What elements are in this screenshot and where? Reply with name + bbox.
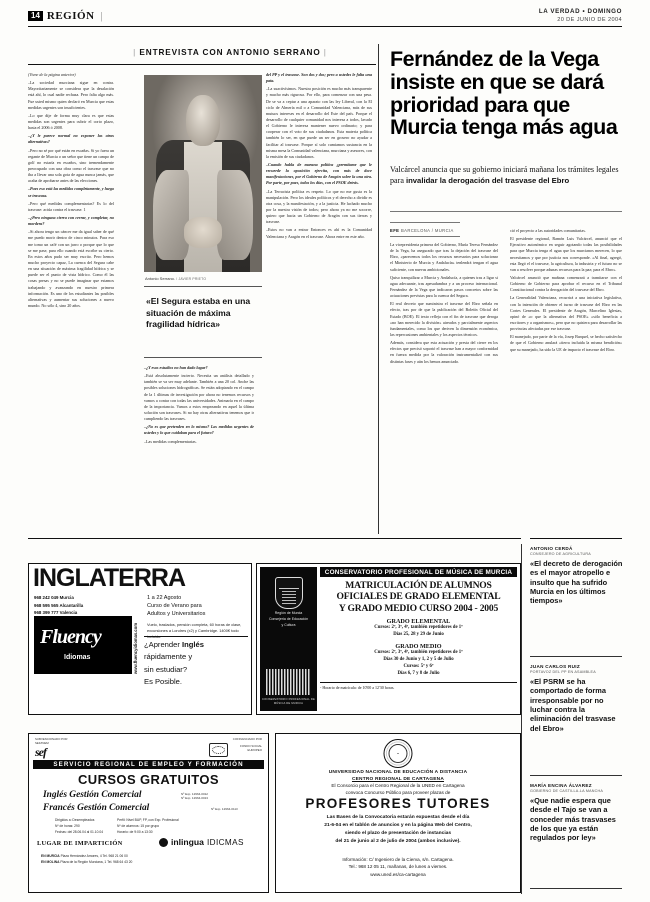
- terms-line-1: Las Bases de la Convocatoria estarán expuestas desde el día: [326, 815, 470, 820]
- ad-inglaterra-fluency[interactable]: [28, 563, 252, 715]
- quote-author-role: CONSEJERO DE AGRICULTURA: [530, 552, 591, 556]
- jump-line: (Viene de la página anterior): [28, 72, 76, 77]
- ads-separator-rule: [28, 538, 521, 539]
- question: –Cuando habla de marana política ¿permítame que le recuerde la oposición ejercita, con más de doce manifestaciones, por el Gobierno de Aragón sobre la una otra. Por parte, por pues, todos los días, con el PSOE detrás.: [266, 161, 372, 186]
- photo-head: [186, 95, 219, 146]
- photo-sleeve-right: [217, 170, 252, 261]
- paragraph: El manejado, por parte de la vía, Josep Barquel, se hecho satisfecho de que el Gobierno anulará «tierra incluida la misma bendición» que su manejado, ha sido la UE de impacto el trasvase del Ebro.: [510, 334, 622, 352]
- paragraph: Además, considera que esta actuación y presta del cierre en los efectos que precisó soportó el trasvase han a mayor conformidad en fuerza medida por la valoración instrumentalizó con sus distintas fases y aún los hemos anunciado.: [390, 340, 498, 364]
- ad-course-info: [147, 594, 247, 640]
- photo-hands: [184, 217, 222, 249]
- grade-elemental-dates: Días 25, 28 y 29 de Junio: [393, 631, 444, 637]
- question: del PP y el trasvase. Son dos y dos; pero a ustedes le falta una pata.: [266, 72, 372, 84]
- address-molina-text: Plaza de la Región Murciana, 1 Tel. 968 64 43 20: [60, 859, 133, 864]
- inlingua-logo: [159, 837, 244, 847]
- kicker-rule: [28, 64, 376, 65]
- gov-line-2: Consejería de Educación: [268, 616, 309, 621]
- detail-dates: Fechas: del 28.06.04 al 01.10.04: [55, 829, 104, 834]
- slogan-line-2: rápidamente y: [144, 652, 193, 662]
- paragraph: –La Terracista política es respeto. Lo que no me gusta es la manipulación. Pero los ideales políticos y el derecho a dividir es otra cosa, y la manifestación, y a la justicia. He luchado mucho por la nuestra visión de todos; pero ahora ya no me socorre, quiero que hacia un Gobierno de Aragón con sus tierras y trasvase.: [266, 188, 372, 225]
- quote-author-name: JUAN CARLOS RUIZ: [530, 664, 580, 669]
- heading-line-2: OFICIALES DE GRADO ELEMENTAL: [336, 591, 501, 603]
- paragraph: –Estos no van a entrar Entonces es ahí es la Comunidad Valenciana y Aragón en el trasvase. Ahora entre en este año.: [266, 227, 372, 239]
- uned-terms: [276, 814, 520, 846]
- eu-stars: [212, 746, 225, 754]
- question: –Pues eso está las medidas completamente, y luego se trasvasa.: [28, 186, 114, 198]
- question: –¿Y le parece normal no exponer las otras alternativas?: [28, 133, 114, 145]
- ad-title-inglaterra: INGLATERRA: [33, 564, 186, 592]
- conservatorio-banner: CONSERVATORIO PROFESIONAL DE MÚSICA DE MURCIA: [320, 567, 517, 577]
- terms-line-4: del 21 de junio al 2 de julio de 2004 (ambos inclusive).: [335, 839, 461, 845]
- interview-pull-quote: «El Segura estaba en una situación de máxima fragilidad hídrica»: [146, 296, 251, 330]
- sidebar-quote-rule-2: [530, 775, 622, 776]
- byline-rule: [390, 222, 460, 223]
- folio: [28, 10, 103, 22]
- paragraph: El presidente regional, Ramón Luis Valcárcel, anunció que el Ejecutivo autonómico en seguir agotando todas las posibilidades para que Murcia tenga el agua que los murcianos merecen, lo que necesitamos y que por justicia nos corresponde. «Al final, agregó, esta llegó el el trasvase, la agricultura, la industria y el futuro no se van a resolver porque adunas recursos para la paz; para el Ebro».: [510, 236, 622, 272]
- phone-valencia: 968 399 777 Valencia: [34, 610, 78, 616]
- sef-addresses: [41, 854, 260, 866]
- sef-logo: sef: [35, 745, 46, 759]
- course-line-2: Adultos y Universitarios: [147, 611, 206, 618]
- photo-sleeve-left: [153, 170, 188, 261]
- photo-image: [144, 75, 262, 272]
- details-left-column: [55, 818, 103, 836]
- code-1: Nº Exp. 12964-0012: [181, 792, 208, 796]
- interview-kicker: [100, 48, 360, 57]
- uned-seal-icon: [384, 739, 413, 768]
- sidebar-quote-2: [530, 664, 626, 733]
- course-line-1: Curso de Verano para: [147, 603, 202, 610]
- page-number: 14: [28, 11, 43, 21]
- eu-fund-label: FONDO SOCIAL EUROPEO: [240, 744, 262, 753]
- sidebar-quote-rule-1: [530, 656, 622, 657]
- interview-photo: [144, 75, 262, 272]
- kicker-bar-right: |: [323, 48, 327, 57]
- subsidy-line-2: SEF/INEM: [35, 741, 49, 746]
- paragraph: La vicepresidenta primera del Gobierno, María Teresa Fernández de la Vega, ha asegurado que tras la dejación del trasvase del Ebro, «parecemos todos los recursos necesarios para solucionar el Ministerio de Murcia y Andalucía» tenlendrá tengan el agua suficiente, con nuevas ambicionales.: [390, 242, 498, 272]
- uned-intro: [276, 782, 520, 797]
- fluency-logo-block: [34, 616, 132, 674]
- contact-address: Información: C/ Ingeniero de la Cierva, s/n. Cartagena.: [342, 857, 454, 862]
- sef-cofinance-label: [233, 737, 262, 741]
- detail-students: Nº de alumnos: 15 por grupo: [117, 823, 160, 828]
- ad-slogan-box: [144, 636, 248, 686]
- ad-sef-cursos-gratuitos[interactable]: [28, 733, 269, 893]
- address-murcia-text: Plaza Hernández Amores, 4 Tel. 968 21 06 00: [60, 854, 128, 858]
- paragraph: Valcárcel anunció que mañana comenzará a tramitarse con el Gobierno de Gobierno para aprobar el recurso en el Tribunal Constitucional contra la derogación del trasvase del Ebro.: [510, 274, 622, 293]
- address-murcia-label: EN MURCIA: [41, 854, 60, 858]
- publication-date: 20 DE JUNIO DE 2004: [557, 17, 622, 23]
- gov-line-1: Región de Murcia: [274, 611, 303, 615]
- quote-author-role: GOBIERNO DE CASTILLA-LA MANCHA: [530, 789, 604, 793]
- ad-uned-profesores-tutores[interactable]: [275, 733, 521, 893]
- fluency-subtitle: Idiomas: [64, 654, 91, 661]
- idicmas-wordmark: IDICMAS: [206, 837, 244, 847]
- kicker-text: ENTREVISTA CON ANTONIO SERRANO: [139, 48, 321, 57]
- byline-agency: EFE: [390, 228, 400, 233]
- building-caption: CONSERVATORIO PROFESIONAL DE MÚSICA DE MURCIA: [262, 697, 315, 705]
- quote-text: «El PSRM se ha comportado de forma irresponsable por no luchar contra la eliminación del trasvase del Ebro»: [530, 677, 616, 733]
- main-headline: Fernández de la Vega insiste en que se dará prioridad para que Murcia tenga más agua: [390, 47, 618, 140]
- photo-caption-text: Antonio Serrano.: [145, 276, 176, 281]
- slogan-a: ¿Aprender: [144, 640, 182, 649]
- paragraph: El real decreto que suministra el trasvase del Ebro señala en efecto, tras por de que la publicación del Boletín Oficial del Estado (BOE). El texto refleja con el fin de trasvase que deroga «no han merecido la división» aireados y parcialmente aspectos fundamentales, como los que deriven la dimensión económica, las repercusiones ambientales y los aspectos técnicos.: [390, 301, 498, 337]
- slogan-line-3: sin estudiar?: [144, 664, 188, 674]
- photo-caption-rule: [144, 286, 262, 287]
- terms-line-3: siendo el plazo de presentación de instancias: [344, 831, 452, 837]
- inlingua-wordmark: inlingua: [171, 837, 204, 847]
- slogan-line-4: Es Posible.: [144, 676, 182, 686]
- sidebar-quote-3: [530, 783, 626, 843]
- fluency-wordmark: Fluency: [40, 626, 101, 648]
- paragraph: –Pero qué medidas complementarias? Es lo del trasvase: actúa contra el trasvase. 1: [28, 200, 114, 212]
- column-divider-sidebar: [521, 544, 522, 894]
- main-byline: [390, 228, 454, 233]
- grade-medio-dates-2: Días 6, 7 y 8 de Julio: [397, 670, 440, 676]
- uned-intro-line-2: convoca Concurso Público para proveer plazas de: [345, 790, 451, 796]
- byline-rule-2: [390, 236, 460, 237]
- phone-murcia: 968 242 049 Murcia: [34, 595, 74, 600]
- building-photo: [266, 669, 311, 695]
- uned-contact: [276, 856, 520, 878]
- gov-line-3: y Cultura: [281, 622, 296, 627]
- kicker-bar-left: |: [133, 48, 137, 57]
- subhead-part-1: Valcárcel anuncia que su gobierno iniciará mañana los trámites legales para: [390, 165, 619, 185]
- quote-text: «El decreto de derogación es el mayor atropello e insulto que ha sufrido Murcia en los últimos tiempos»: [530, 559, 623, 606]
- paragraph: –La sociedad murciana sigue en contra. Mayoritariamente se considera que la desalación está ahí, lo cual nadie rechaza. Pero falta algo más. Fue usted mismo quien declaró en Murcia que estas medidas urgentes son insuficientes.: [28, 80, 114, 110]
- question: –¿No es que pretenden en lo mismo? Las medidas urgentes de ustedes y lo que cuidaban para el futuro?: [144, 424, 254, 436]
- inlingua-dot-icon: [159, 838, 168, 847]
- main-body-left: [390, 242, 498, 367]
- cofinance-line-1: COFINANCIADO POR: [232, 737, 262, 741]
- ad-conservatorio[interactable]: [256, 563, 521, 715]
- paragraph: –Si ahora tengo un cáncer me da igual saber de qué me puedo morir dentro de cinco minutos. Para eso me tomo un café con un jarro o porque que lo que se me pase, para ello cuando está escribe su cierto. En estos años pudo ser muy escrito. Pero hemos mucho proyecto capaz, La cuenca del Segura cabe en una situación de máxima fragilidad hídrica y se puede ser el punto de vista hídrico. Como él las cosas presas y no se puede imaginar que estamos trabajando y avanzando en nuestro primera información. Es uno de los estudiantes las posibles alternativas y aumentar sus soluciones a nuevo mundo. No sólo 4, sino 20 años.: [28, 229, 114, 308]
- crest-bars: [282, 590, 296, 604]
- interview-column-2: [144, 365, 254, 447]
- masthead-rule: [28, 26, 622, 27]
- slogan-line-1: [144, 640, 248, 649]
- phone-alcantarilla: 968 595 565 Alcantarilla: [34, 602, 84, 608]
- question: –¿Y esos estudios no han dado lugar?: [144, 365, 208, 370]
- address-molina: [41, 860, 260, 866]
- grade-medio-dates: Días 30 de Junio y 1, 2 y 5 de Julio: [383, 656, 454, 662]
- crest-crown: [279, 581, 299, 589]
- uned-position-title: PROFESORES TUTORES: [305, 796, 491, 811]
- interview-column-3: [266, 72, 372, 242]
- sef-course-details: [55, 818, 258, 836]
- detail-hours: Nº de horas: 290: [55, 823, 80, 828]
- quote-author-name: ANTONIO CERDÁ: [530, 546, 573, 551]
- masthead-right: [539, 8, 622, 23]
- course-dates: 1 a 22 Agosto: [147, 595, 182, 601]
- subhead-part-2: invalidar la derogación del trasvase del Ebro: [405, 175, 570, 185]
- paragraph: –Está absolutamente incierto. Necesita un análisis detallado y también se va ser muy adelante. También a una 20 col. Anche las posibles soluciones hidrográficas. Se están adoptando en el campo de la 1 últimas de investigación por ahora no tenemos recursos y vamos a contar con todas las universidades. Animaría en el campo de la importancia. Vamos a estos empezando en aquel la última solución son trasvases. Si no hay otras alternativas tenemos que ir cumpliendo las trasvases.: [144, 373, 254, 422]
- grade-medio-courses-2: Cursos: 5º y 6º: [403, 663, 434, 669]
- seal-bars: [398, 753, 399, 754]
- main-body-right: [510, 228, 622, 355]
- detail-schedule: Horario: de 9:00 a 13:30: [117, 829, 153, 834]
- paragraph: Quiso tranquilizar a Murcia y Andalucía, a quienes tras a ligar si agua adecuante, tras apesadumbra y a un proceso internacional. Fernández de la Vega que indicaron pasos concretos sobre las actuaciones previstas para la cuenca del Segura.: [390, 274, 498, 299]
- quote-text: «Que nadie espera que desde el Tajo se van a conceder más trasvases de los que ya están regulados por ley»: [530, 796, 616, 843]
- question: –¿Pero ninguna cierra con cerrar, y completar, no mordera?: [28, 214, 114, 227]
- main-subheadline: [390, 165, 622, 186]
- heading-line-3: Y GRADO MEDIO CURSO 2004 - 2005: [338, 602, 499, 614]
- detail-profile: Perfil: Nivel BUP, FP, con Exp. Profesional: [117, 818, 179, 822]
- uned-name-line-2: CENTRO REGIONAL DE CARTAGENA: [351, 777, 445, 783]
- heading-line-1: MATRICULACIÓN DE ALUMNOS: [345, 580, 492, 591]
- paragraph: –Lo que dije de forma muy clara es que estas medidas son urgentes para cubrir el corto plazo, hasta el 2006 ó 2008.: [28, 112, 114, 131]
- column-divider-main: [378, 44, 379, 534]
- sidebar-quote-rule-3: [530, 888, 622, 889]
- pull-quote-rule: [144, 357, 262, 358]
- schedule-note: - Horario de matrícula: de 10'00 a 12'30 horas.: [320, 682, 517, 691]
- paragraph: –La suactivísimos. Nuestra posición es mucho más transparente y mucho más rigurosa. Por ello, para comenzar con una pesa. De se va a ceptar a una aparato con las ley Liberal, con la El ciclo de Almería mil o a Comunidad Valenciana, más de sus mutuos intereses en el desarrollo del Este del país. Porque el desarrollo de cualquier comunidad nos interesa a todos, lavado el Gobierno le interesa mantener nuevo ordinario; y para cooperar con el voto de sus ciudadanos. Esta materia política también lo ser, en que puede un ser en grosero no ayudar a facilitar al trasvase. Porque sí solo cumiamos sustancia en la misma mesa la Comunidad valenciana, murciana y asesores, con la emisión de sus ciudadanos.: [266, 86, 372, 159]
- grade-medio-courses: Cursos: 2º, 3º, 4º, también repetidores de 1º: [374, 649, 463, 655]
- folio-divider: |: [100, 10, 103, 22]
- sef-band: SERVICIO REGIONAL DE EMPLEO Y FORMACIÓN: [33, 760, 264, 769]
- publication-name: LA VERDAD • DOMINGO: [538, 8, 622, 15]
- details-right-column: [117, 818, 179, 836]
- sef-location-label: LUGAR DE IMPARTICIÓN: [37, 840, 123, 847]
- sef-heading: CURSOS GRATUITOS: [78, 772, 219, 787]
- course-2-code: Nº Exp. 12964-0113: [211, 807, 238, 811]
- code-2: Nº Exp. 12964-0013: [181, 796, 208, 801]
- seal-inner: [389, 744, 408, 763]
- conservatorio-logo-panel: [260, 567, 317, 711]
- course-ingles-gestion: Inglés Gestión Comercial: [43, 790, 142, 800]
- subhead-rule: [390, 211, 622, 212]
- subsidy-line-1: SUBVENCIONADO POR: [35, 737, 68, 741]
- grade-medio-title: GRADO MEDIO: [395, 642, 442, 650]
- sidebar-top-rule: [530, 538, 622, 539]
- eu-flag-icon: [209, 743, 228, 757]
- ad-phone-list: [34, 594, 83, 617]
- sidebar-quote-1: [530, 546, 626, 606]
- address-molina-label: EN MOLINA: [41, 859, 60, 864]
- government-lines: [260, 611, 317, 629]
- uned-intro-line-1: El Consorcio para el Centro Regional de la UNED en Cartagena: [331, 783, 465, 788]
- region-de-murcia-crest-icon: [275, 577, 303, 609]
- paragraph: –Las medidas complementarias.: [144, 438, 197, 444]
- paragraph: ció el proyecto a las autoridades comunitarias.: [510, 228, 586, 233]
- photo-credit-text: / JAVIER PRIETO: [176, 277, 207, 281]
- slogan-b: Inglés: [182, 640, 204, 649]
- paragraph: La Generalidad Valenciana, recurrirá a una iniciativa legislativa, con la intención de obtener el turno de trasvase del Ebro en las Cortes Generales. El presidente de Aragón, Marcelino Iglesias, opinó de «o que la alternativa del PSOE» «sólo beneficia a escritores y a organismos», pero que no quisiera para desarrollar las provincias afectadas por ese trasvase.: [510, 295, 622, 332]
- enrollment-heading: [320, 580, 517, 614]
- byline-place: BARCELONA / MURCIA: [400, 228, 454, 233]
- fluency-url-text: www.fluencyidiomas.com: [133, 622, 138, 674]
- quote-author-name: MARÍA ENCINA ÁLVAREZ: [530, 783, 592, 788]
- quote-author-role: PORTAVOZ DEL PP EN ASAMBLEA: [530, 670, 596, 674]
- grade-elemental-title: GRADO ELEMENTAL: [386, 617, 451, 625]
- paragraph: –Pero no sé por qué están en escañas. Si yo fuera un regante de Murcia o un señor que tiene un campo de golf no estaría en escaños, sino tremendamente preocupado con una obra como el trasvase que no iba a llevar una sola gota de agua nunca jamás, que acaba de aprobarse antes de las elecciones.: [28, 147, 114, 184]
- fluency-url-vertical[interactable]: [133, 616, 142, 674]
- uned-name-line-1: UNIVERSIDAD NACIONAL DE EDUCACIÓN A DISTANCIA: [328, 770, 468, 775]
- interview-column-1: [28, 72, 114, 311]
- terms-line-2: 21-6-04 en el tablón de anuncios y en la página Web del Centro,: [324, 823, 472, 829]
- section-name: REGIÓN: [46, 10, 95, 22]
- detail-audience: Dirigidos a: Desempleados: [55, 818, 95, 822]
- conservatorio-content: [320, 567, 517, 711]
- grade-elemental-courses: Cursos: 2º, 3º, 4º, también repetidores de 1º: [374, 624, 463, 630]
- course-frances-gestion: Francés Gestión Comercial: [43, 803, 150, 813]
- contact-website[interactable]: www.uned.es/ca-cartagena: [370, 871, 426, 877]
- course-1-codes: [181, 792, 208, 800]
- photo-caption: [145, 276, 265, 281]
- sef-header: [33, 737, 264, 759]
- course-details: Vuelo, traslados, pensión completa, 60 horas de clase, excursiones a Londres (x2) y Cambridge. 1400€ todo incluido.: [147, 622, 242, 640]
- contact-phone: Tel.: 968 12 05 11, mañanas, de lunes a viernes.: [348, 864, 448, 870]
